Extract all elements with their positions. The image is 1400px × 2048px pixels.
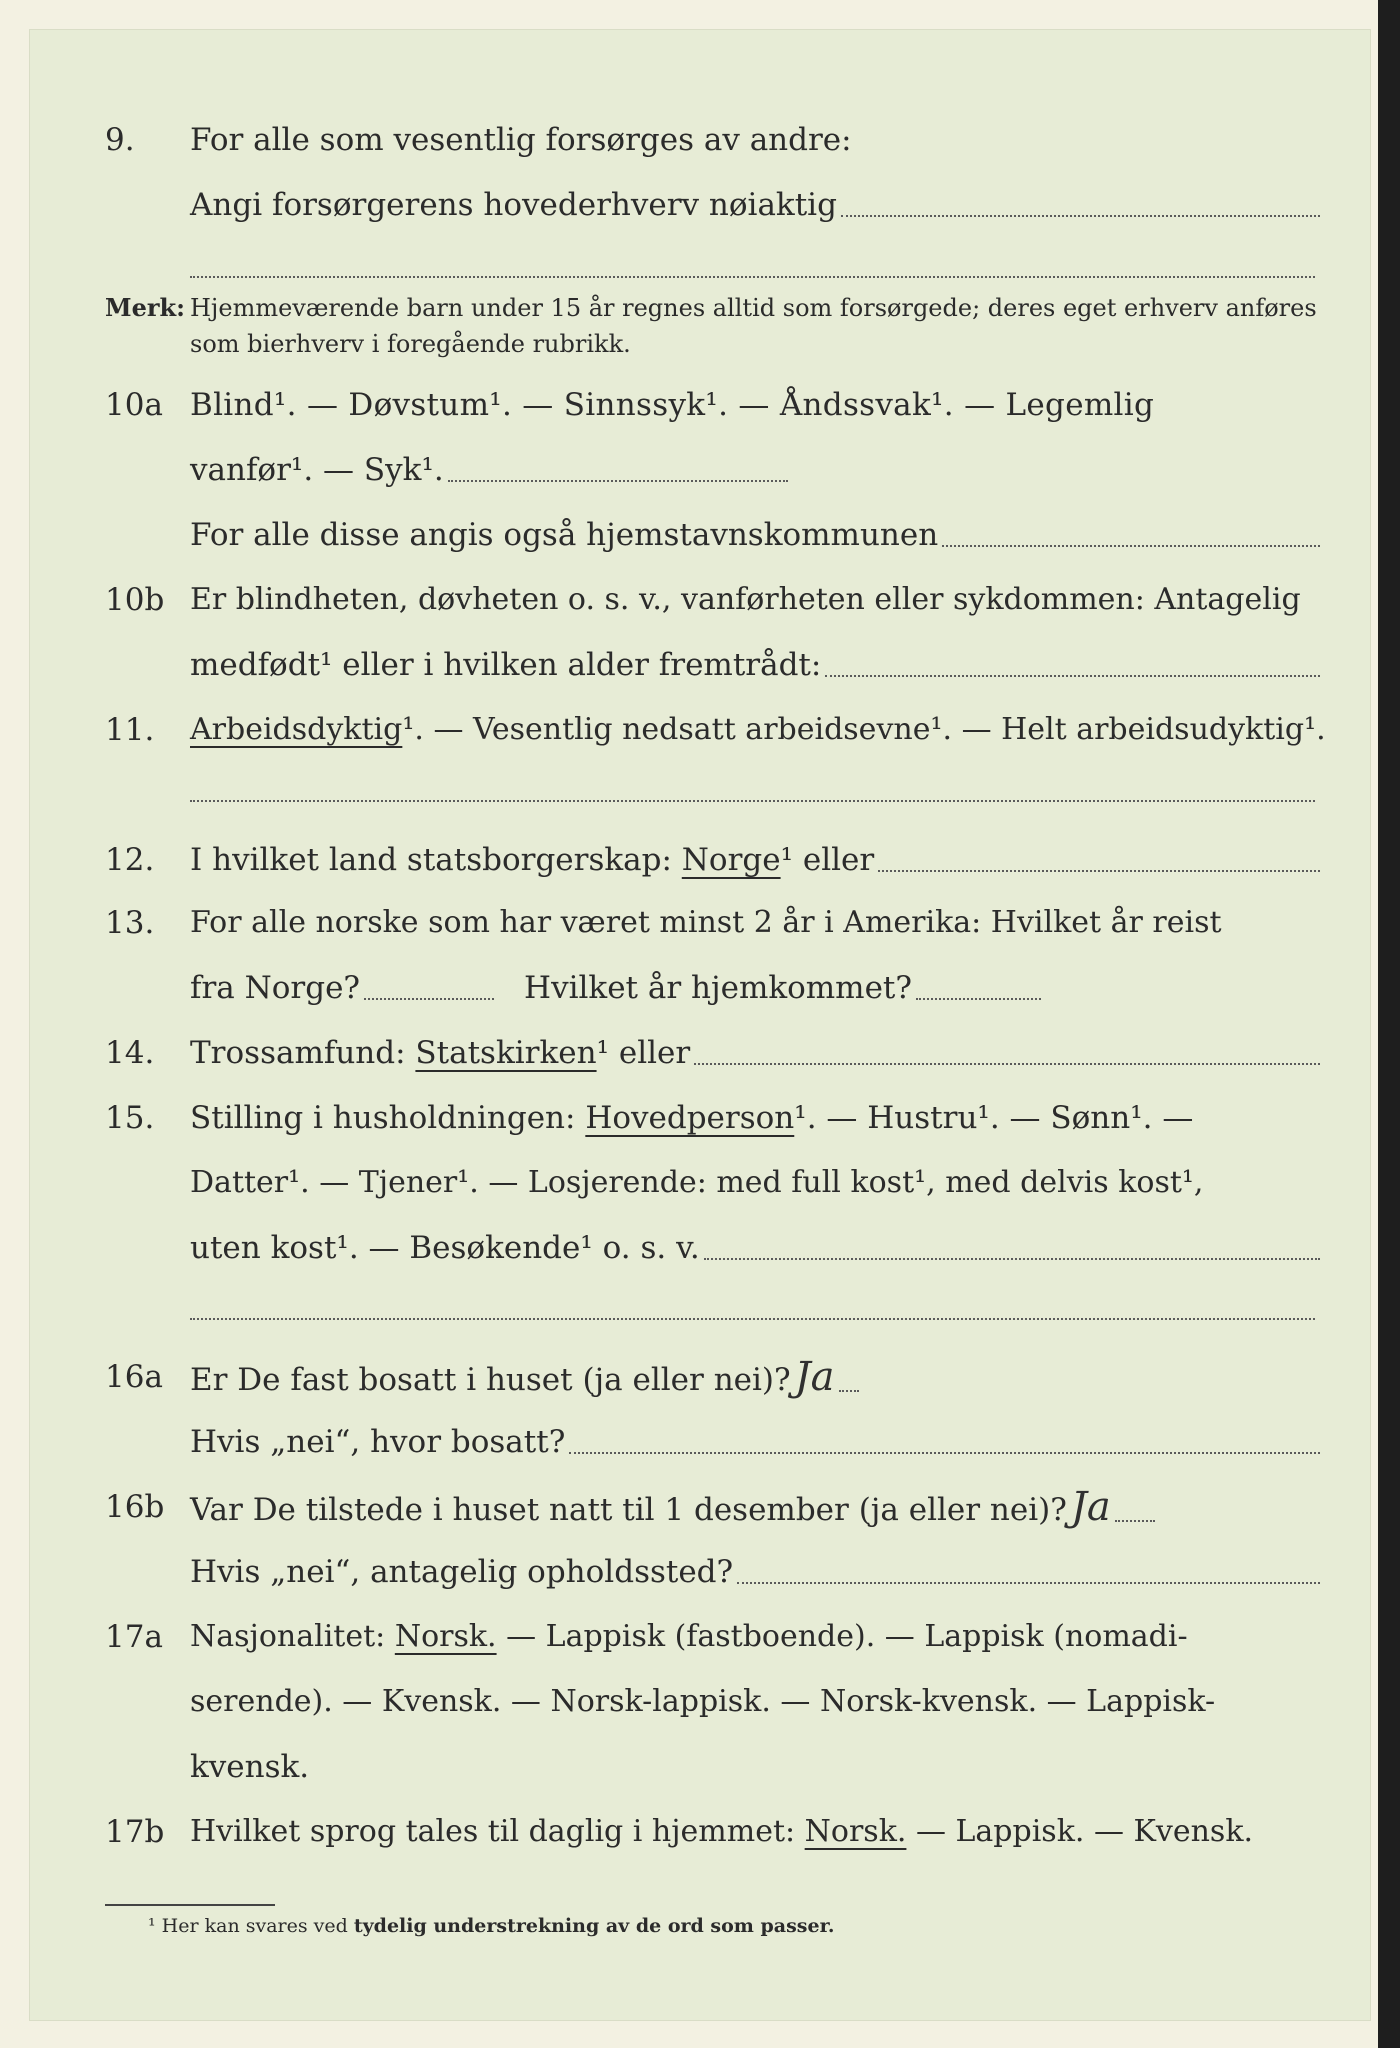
q10a-answer-field[interactable] [448,480,788,482]
q11-number: 11. [105,712,155,748]
q15-question: Stilling i husholdningen: [190,1100,586,1136]
q14-answer-field[interactable] [694,1063,1320,1065]
q14-row [105,1028,1320,1078]
q12-row [105,835,1320,885]
q11-extra-line[interactable] [190,800,1315,802]
q16b-followup-field[interactable] [737,1582,1320,1584]
q9-question: For alle som vesentlig forsørges av andre: [190,122,852,158]
q11-option-arbeidsdyktig[interactable]: Arbeidsdyktig [190,712,403,747]
q16a-answer-field[interactable] [839,1390,859,1392]
q16a-row-1 [105,1352,1320,1402]
q10b-question: Er blindheten, døvheten o. s. v., vanførheten eller sykdommen: Antagelig [190,582,1301,617]
q14-option-statskirken[interactable]: Statskirken [415,1035,597,1071]
q9-answer-field[interactable] [841,215,1320,217]
q15-options-1: ¹. — Hustru¹. — Sønn¹. — [794,1100,1194,1136]
q16b-question: Var De tilstede i huset natt til 1 desember (ja eller nei)? [190,1492,1067,1528]
footnote-mark: ¹ [148,1915,156,1937]
q16a-question: Er De fast bosatt i huset (ja eller nei)? [190,1362,791,1398]
q10a-hjemstavn: For alle disse angis også hjemstavnskommunen [190,517,939,553]
q13-number: 13. [105,905,155,941]
q10a-row-2 [105,445,1320,495]
q17a-row-2 [105,1677,1320,1727]
q9-number: 9. [105,122,135,158]
q13-hjemkommet-field[interactable] [916,998,1041,1000]
q10b-prompt: medfødt¹ eller i hvilken alder fremtrådt: [190,647,822,683]
q17b-option-norsk[interactable]: Norsk. [804,1814,907,1849]
q12-answer-field[interactable] [878,870,1320,872]
q13-question: For alle norske som har været minst 2 år i Amerika: Hvilket år reist [190,905,1222,940]
q16b-number: 16b [105,1489,165,1525]
q17a-options-2: serende). — Kvensk. — Norsk-lappisk. — Norsk-kvensk. — Lappisk- [190,1684,1216,1719]
q15-option-hovedperson[interactable]: Hovedperson [585,1100,795,1136]
q10a-options-2: vanfør¹. — Syk¹. [190,452,444,488]
q17a-options-3: kvensk. [190,1749,310,1785]
q16a-followup: Hvis „nei“, hvor bosatt? [190,1424,566,1460]
q12-question: I hvilket land statsborgerskap: [190,842,682,878]
footnote-rule [105,1904,275,1906]
q11-row [105,705,1326,755]
q10b-answer-field[interactable] [825,675,1320,677]
q16b-handwritten-answer[interactable]: Ja [1070,1484,1111,1530]
q13-row-1 [105,898,1320,948]
q10a-number: 10a [105,387,163,423]
q17b-number: 17b [105,1814,165,1850]
q10b-row-1 [105,575,1320,625]
q16a-number: 16a [105,1359,163,1395]
q13-reist-label: fra Norge? [190,970,361,1006]
q15-row-2 [105,1158,1320,1208]
q17a-row-3 [105,1742,1320,1792]
q13-hjemkommet-label: Hvilket år hjemkommet? [524,970,913,1006]
q17a-options-1: — Lappisk (fastboende). — Lappisk (nomadi- [496,1619,1188,1654]
q16b-answer-field[interactable] [1115,1520,1155,1522]
q13-row-2 [105,963,1320,1013]
q13-reist-field[interactable] [364,998,494,1000]
q12-option-norge[interactable]: Norge [681,842,781,878]
q10b-number: 10b [105,582,165,618]
q16a-followup-field[interactable] [569,1452,1320,1454]
q9-row-2 [105,180,1320,230]
q15-extra-line[interactable] [190,1318,1315,1320]
q17b-options: — Lappisk. — Kvensk. [906,1814,1254,1849]
q11-options: ¹. — Vesentlig nedsatt arbeidsevne¹. — Helt arbeidsudyktig¹. [402,712,1326,747]
q15-row-3 [105,1223,1320,1273]
footnote [148,1912,834,1940]
q10a-hjemstavn-field[interactable] [942,545,1320,547]
q15-options-2: Datter¹. — Tjener¹. — Losjerende: med full kost¹, med delvis kost¹, [190,1165,1204,1200]
q10b-row-2 [105,640,1320,690]
q9-extra-line[interactable] [190,276,1315,278]
q17a-question: Nasjonalitet: [190,1619,395,1654]
q17b-row [105,1807,1320,1857]
q16a-handwritten-answer[interactable]: Ja [794,1354,835,1400]
q12-number: 12. [105,842,155,878]
q15-number: 15. [105,1100,155,1136]
q17b-question: Hvilket sprog tales til daglig i hjemmet: [190,1814,805,1849]
q15-row-1 [105,1093,1320,1143]
q10a-row-1 [105,380,1320,430]
q17a-number: 17a [105,1619,163,1655]
q14-eller: ¹ eller [596,1035,691,1071]
q14-number: 14. [105,1035,155,1071]
q16b-followup: Hvis „nei“, antagelig opholdssted? [190,1554,734,1590]
merk-label: Merk: [105,293,185,322]
q14-question: Trossamfund: [190,1035,416,1071]
q17a-row-1 [105,1612,1320,1662]
q16b-row-1 [105,1482,1320,1532]
q15-answer-field[interactable] [704,1258,1320,1260]
q9-row-1 [105,115,1320,165]
footnote-text: Her kan svares ved [161,1915,354,1937]
q16a-row-2 [105,1417,1320,1467]
q12-eller: ¹ eller [780,842,875,878]
footnote-bold-text: tydelig understrekning av de ord som passer. [353,1915,835,1937]
merk-text: Hjemmeværende barn under 15 år regnes alltid som forsørgede; deres eget erhverv anføres som bierhverv i foregående rubrikk. [190,294,1317,358]
q10a-row-3 [105,510,1320,560]
q9-prompt: Angi forsørgerens hovederhverv nøiaktig [190,187,837,223]
q16b-row-2 [105,1547,1320,1597]
q15-options-3: uten kost¹. — Besøkende¹ o. s. v. [190,1230,700,1266]
q17a-option-norsk[interactable]: Norsk. [394,1619,497,1654]
scan-edge [1378,0,1400,2048]
q10a-options: Blind¹. — Døvstum¹. — Sinnssyk¹. — Åndssvak¹. — Legemlig [190,387,1155,423]
